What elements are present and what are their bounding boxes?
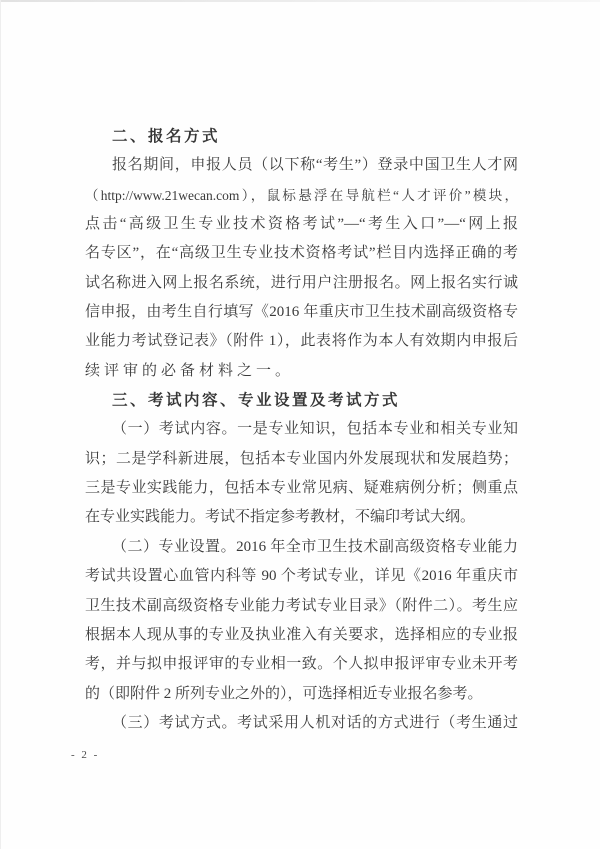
- doc-line: 名专区”，在“高级卫生专业技术资格考试”栏目内选择正确的考: [85, 245, 518, 262]
- doc-line: 信申报，由考生自行填写《2016 年重庆市卫生技术副高级资格专: [85, 304, 518, 321]
- document-body: [85, 122, 518, 738]
- doc-line: 的（即附件 2 所列专业之外的），可选择相近专业报名参考。: [85, 685, 483, 702]
- section-heading-registration: 二、报名方式: [112, 128, 221, 145]
- scan-edge-top: [0, 0, 600, 2]
- doc-line: 续评审的必备材料之一。: [85, 362, 295, 379]
- doc-line: 业能力考试登记表》（附件 1），此表将作为本人有效期内申报后: [85, 333, 518, 350]
- doc-line: 卫生技术副高级资格专业能力考试专业目录》（附件二）。考生应: [85, 597, 518, 614]
- section-heading-exam-content: 三、考试内容、专业设置及考试方式: [112, 392, 401, 410]
- doc-line: （三）考试方式。考试采用人机对话的方式进行（考生通过: [112, 714, 518, 731]
- doc-line: 考试共设置心血管内科等 90 个考试专业，详见《2016 年重庆市: [85, 568, 518, 585]
- doc-line: 根据本人现从事的专业及执业准入有关要求，选择相应的专业报: [85, 626, 518, 643]
- doc-line: （一）考试内容。一是专业知识，包括本专业和相关专业知: [112, 421, 518, 438]
- doc-line: 三是专业实践能力，包括本专业常见病、疑难病例分析；侧重点: [85, 480, 518, 497]
- page-number: - 2 -: [71, 749, 100, 761]
- doc-line: 点击“高级卫生专业技术资格考试”—“考生入口”—“网上报: [85, 216, 518, 233]
- doc-line: 考，并与拟申报评审的专业相一致。个人拟申报评审专业未开考: [85, 656, 518, 673]
- doc-line: （二）专业设置。2016 年全市卫生技术副高级资格专业能力: [112, 538, 518, 555]
- scan-edge-left: [0, 0, 1, 849]
- doc-line: 试名称进入网上报名系统，进行用户注册报名。网上报名实行诚: [85, 274, 518, 291]
- doc-line-url: （http://www.21wecan.com），鼠标悬浮在导航栏“人才评价”模块，: [85, 187, 518, 203]
- doc-line: 报名期间，申报人员（以下称“考生”）登录中国卫生人才网: [112, 157, 518, 174]
- doc-line: 识；二是学科新进展，包括本专业国内外发展现状和发展趋势；: [85, 450, 518, 467]
- doc-line: 在专业实践能力。考试不指定参考教材，不编印考试大纲。: [85, 509, 476, 526]
